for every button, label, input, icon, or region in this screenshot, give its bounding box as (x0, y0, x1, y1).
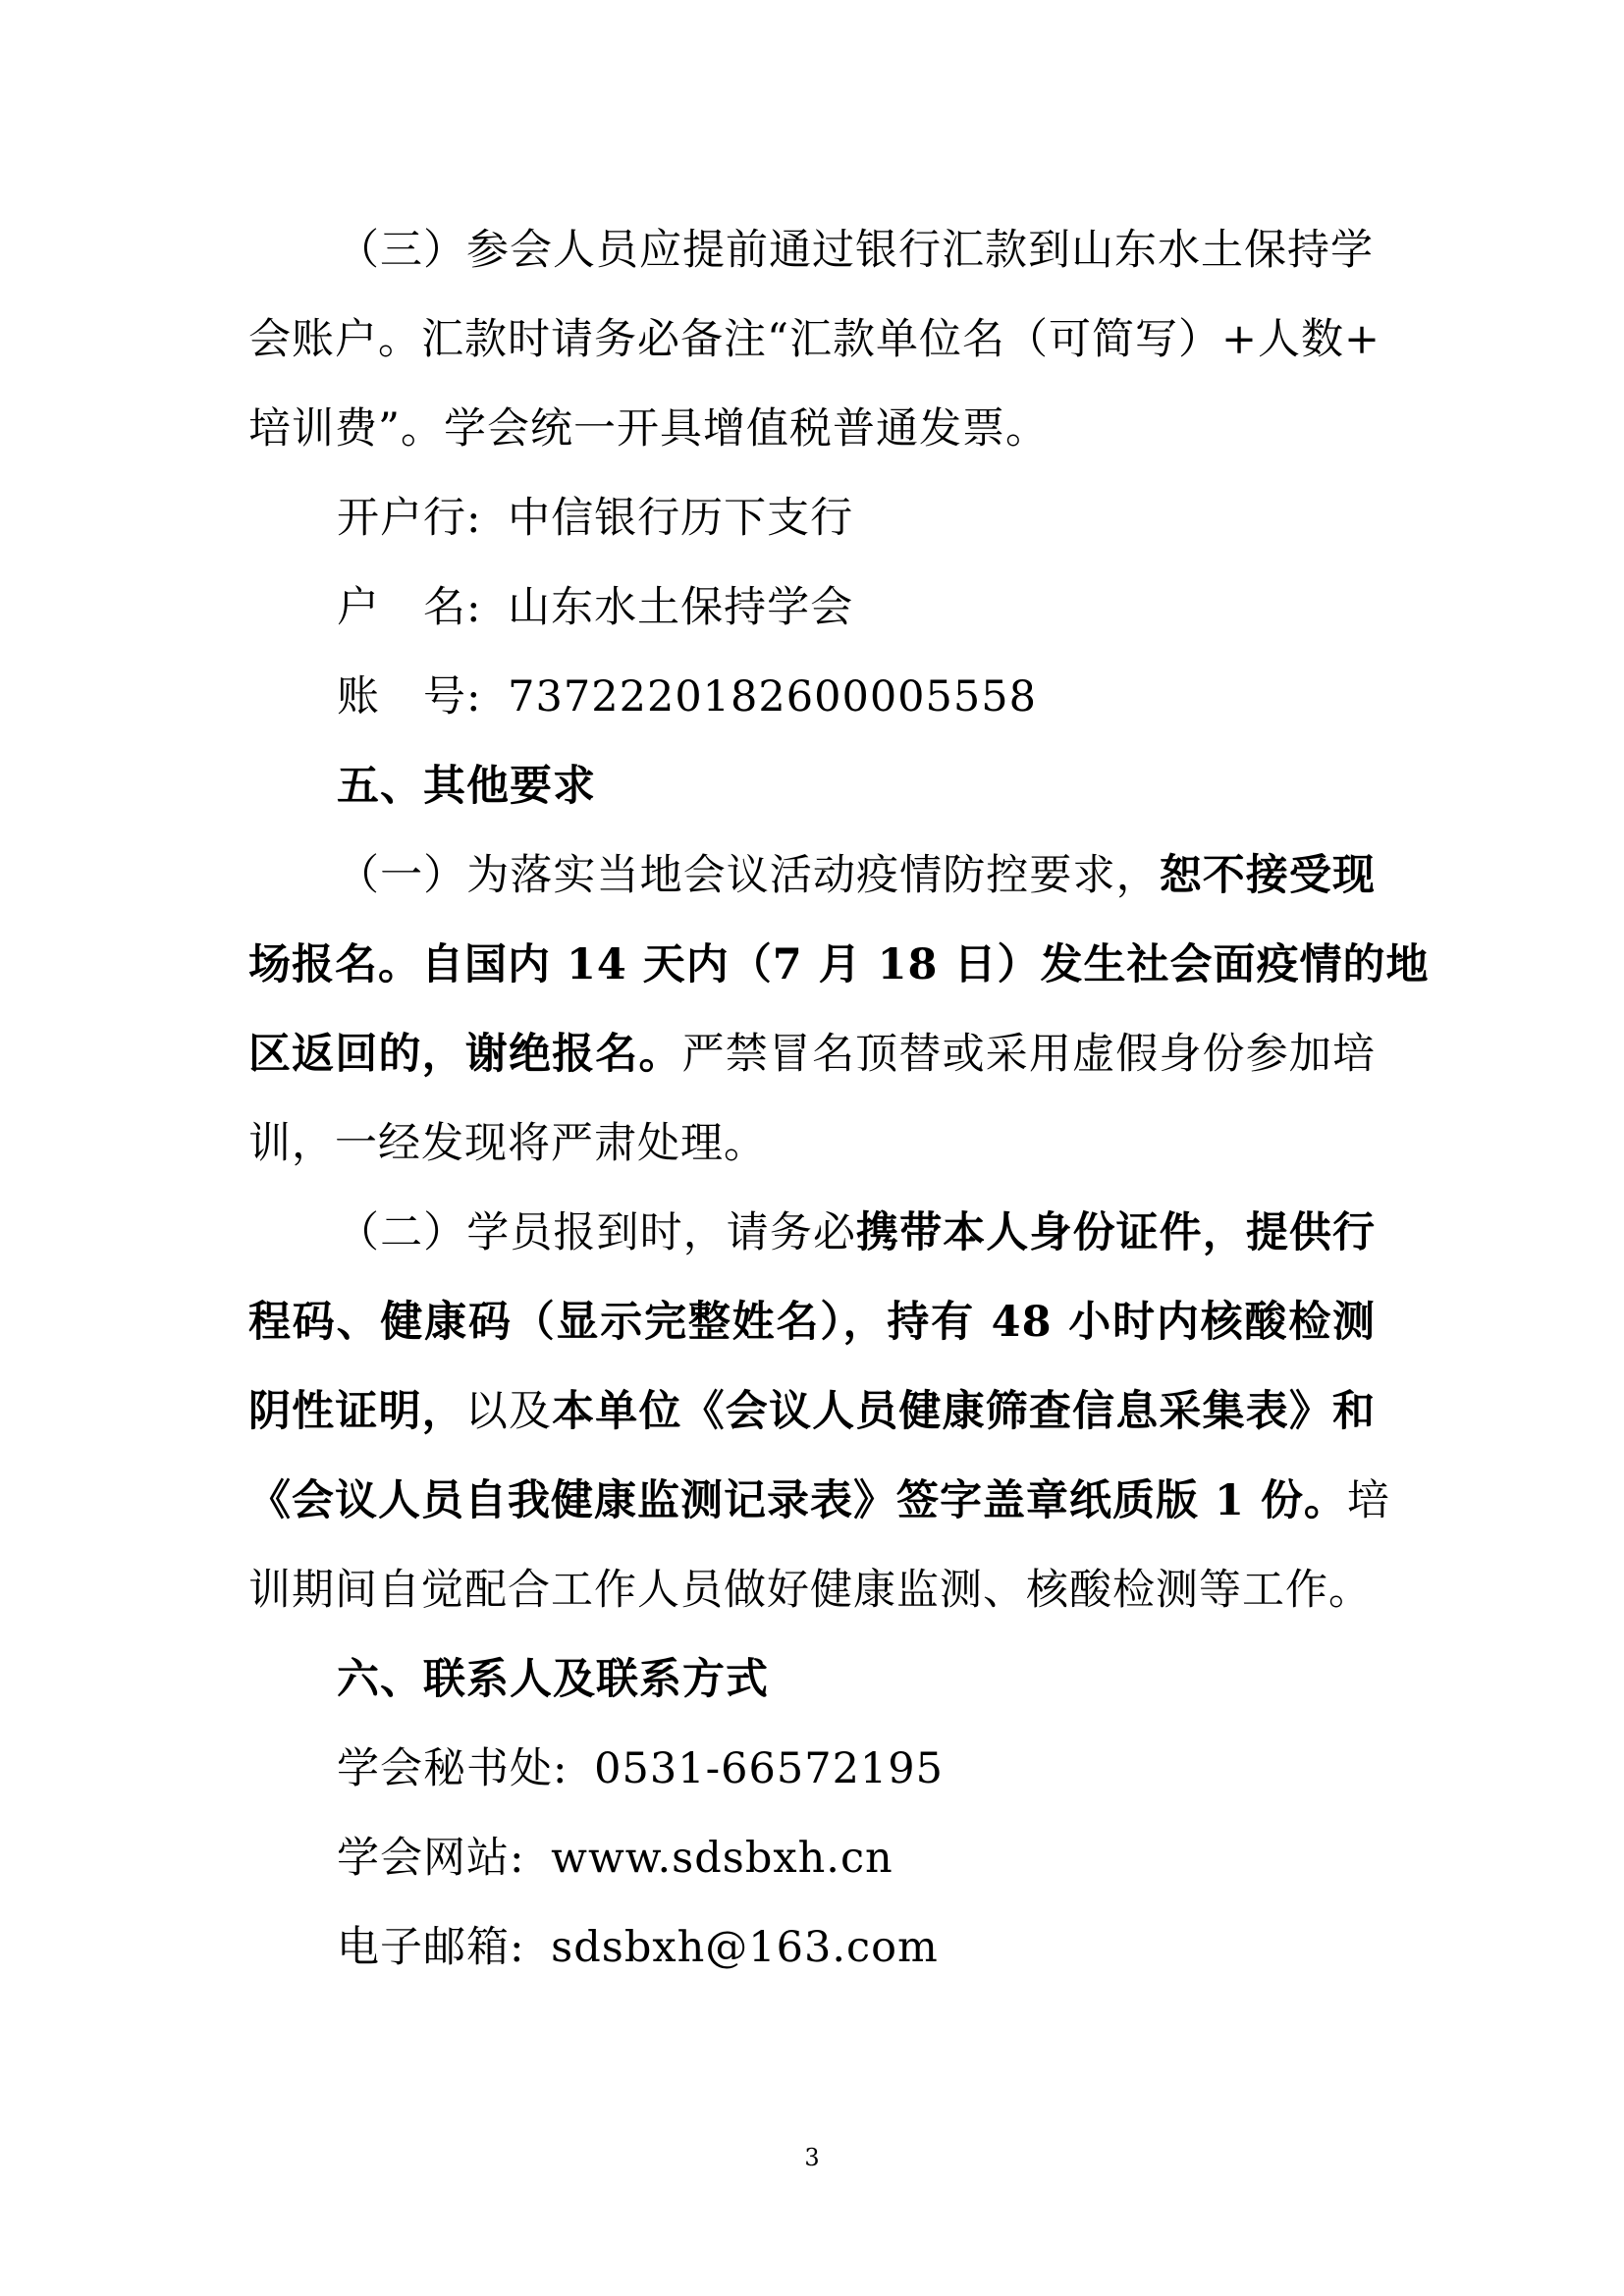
page-number: 3 (804, 2144, 820, 2171)
requirement-text: 培 (1346, 1476, 1390, 1525)
requirement-emphasis: 携带本人身份证件，提供行 (856, 1208, 1377, 1257)
account-number-value: 7372220182600005558 (508, 672, 1037, 721)
requirement-emphasis: 程码、健康码（显示完整姓名），持有 48 小时内核酸检测 (248, 1298, 1376, 1347)
bank-value: 中信银行历下支行 (508, 494, 854, 543)
contact-office-label: 学会秘书处: (337, 1744, 568, 1793)
bank-label: 开户行: (337, 494, 482, 543)
requirement-text: （二）学员报到时，请务必 (337, 1208, 857, 1257)
requirement-emphasis: 本单位《会议人员健康筛查信息采集表》和 (552, 1387, 1377, 1436)
payment-paragraph-text: （三）参会人员应提前通过银行汇款到山东水土保持学 (337, 226, 1374, 275)
requirement-2-line-2 (248, 1293, 1376, 1352)
contact-website-row (337, 1829, 893, 1888)
account-name-row (337, 578, 853, 637)
bank-row (337, 489, 853, 548)
requirement-2-line-4 (248, 1471, 1390, 1530)
contact-email-label: 电子邮箱: (337, 1923, 525, 1972)
payment-paragraph-line-2 (248, 310, 1381, 369)
requirement-text: 训，一经发现将严肃处理。 (248, 1119, 767, 1168)
requirement-text: 严禁冒名顶替或采用虚假身份参加培 (681, 1030, 1377, 1079)
contact-website-label: 学会网站: (337, 1834, 525, 1883)
requirement-text: （一）为落实当地会议活动疫情防控要求， (337, 851, 1160, 900)
account-name-value: 山东水土保持学会 (508, 583, 854, 632)
requirement-emphasis: 阴性证明， (248, 1387, 465, 1436)
requirement-1-line-1 (337, 846, 1376, 905)
payment-paragraph-text: 培训费”。学会统一开具增值税普通发票。 (248, 404, 1049, 454)
requirement-1-line-4 (248, 1114, 767, 1173)
section-title-text: 五、其他要求 (337, 762, 596, 811)
section-title-other-requirements (337, 757, 596, 816)
requirement-text: 以及 (464, 1387, 553, 1436)
requirement-2-line-1 (337, 1203, 1376, 1262)
contact-website-value: www.sdsbxh.cn (551, 1834, 893, 1883)
contact-email-row (337, 1918, 939, 1977)
contact-office-row (337, 1739, 944, 1798)
requirement-1-line-3 (248, 1025, 1376, 1084)
contact-email-value: sdsbxh@163.com (551, 1923, 939, 1972)
section-title-contact (337, 1650, 769, 1709)
payment-paragraph-line-3 (248, 400, 1049, 458)
account-name-label: 户 名: (337, 583, 482, 632)
payment-paragraph-line-1 (337, 221, 1374, 280)
requirement-2-line-5 (248, 1561, 1372, 1620)
section-title-text: 六、联系人及联系方式 (337, 1655, 769, 1704)
requirement-text: 训期间自觉配合工作人员做好健康监测、核酸检测等工作。 (248, 1566, 1372, 1615)
account-number-row (337, 667, 1037, 726)
requirement-emphasis: 《会议人员自我健康监测记录表》签字盖章纸质版 1 份。 (248, 1476, 1347, 1525)
requirement-emphasis: 场报名。自国内 14 天内（7 月 18 日）发生社会面疫情的地 (248, 940, 1430, 989)
contact-office-value: 0531-66572195 (594, 1744, 944, 1793)
requirement-emphasis: 区返回的，谢绝报名。 (248, 1030, 682, 1079)
account-number-label: 账 号: (337, 672, 482, 721)
requirement-1-line-2 (248, 935, 1430, 994)
requirement-emphasis: 恕不接受现 (1159, 851, 1377, 900)
payment-paragraph-text: 会账户。汇款时请务必备注“汇款单位名（可简写）+人数+ (248, 315, 1381, 364)
requirement-2-line-3 (248, 1382, 1376, 1441)
